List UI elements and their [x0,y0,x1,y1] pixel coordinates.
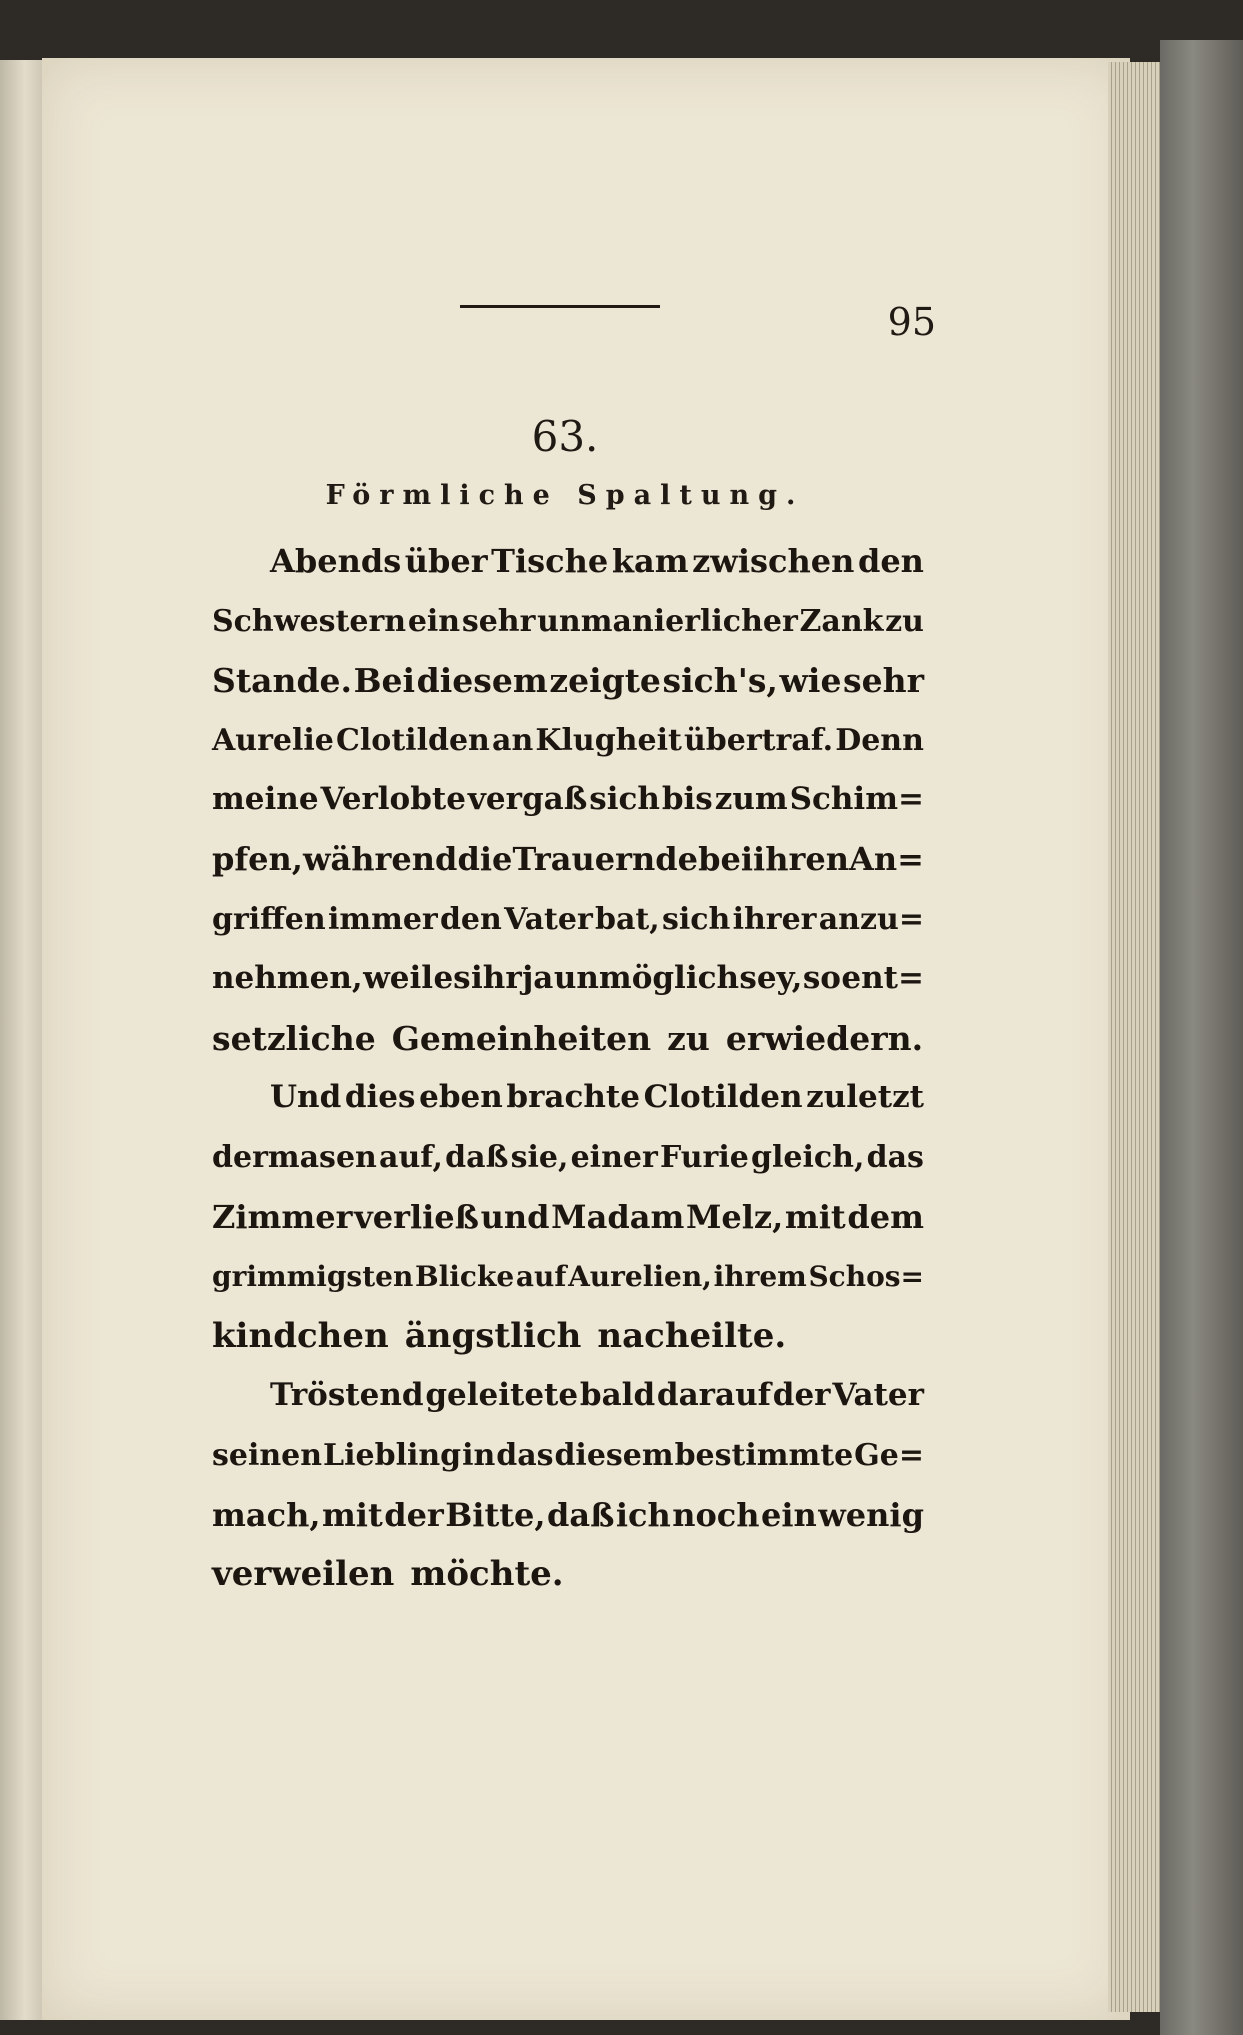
word: sich [661,901,731,937]
word: der [772,1377,831,1414]
word: grimmigsten [212,1260,414,1294]
text-line [212,830,924,890]
text-line [212,592,924,652]
book-cover [1160,40,1243,2035]
word: Melz, [685,1197,784,1236]
word: weil [363,960,434,997]
text-line [212,711,924,771]
word: ent= [841,960,924,997]
word: mach, [212,1495,321,1534]
word: Abends [270,542,402,580]
word: ihrem [713,1260,807,1294]
word: bat, [595,901,660,937]
word: diesem [416,661,548,701]
word: sey, [739,960,803,997]
text-line [212,1009,924,1069]
word: ein [407,603,461,639]
word: über [404,542,488,580]
word: pfen, [212,839,303,878]
word: verließ [354,1197,479,1236]
word: der [384,1495,444,1534]
word: sich's, [662,661,778,701]
word: so [802,960,841,997]
word: setzliche [212,1018,376,1058]
word: vergaß [467,781,588,818]
word: zwischen [692,542,855,580]
body-text [212,532,924,1605]
word: an [492,722,534,758]
word: Schwestern [212,603,407,639]
page-block-edges [1108,62,1160,2012]
text-line [212,1068,924,1128]
word: darauf [656,1377,771,1414]
word: und [480,1197,550,1236]
word: brachte [506,1079,640,1116]
word: Denn [835,722,924,758]
word: auf, [379,1139,443,1175]
word: Schos= [808,1260,924,1294]
header-rule [460,305,660,308]
word: Clotilden [643,1079,803,1116]
word: unmöglich [553,960,740,997]
word: bald [579,1377,656,1414]
word: mit [321,1495,383,1534]
word: unmanierlicher [537,603,798,639]
word: Zank [799,603,884,639]
word: griffen [212,901,326,937]
word: Liebling [323,1437,462,1473]
word: erwiedern. [725,1018,924,1058]
word: ihren [753,839,849,878]
word: immer [327,901,438,937]
word: daß [546,1495,615,1534]
word: bestimmte [674,1437,854,1473]
word: Schim= [789,781,924,818]
word: Aurelien, [568,1260,712,1294]
word: nehmen, [212,960,363,997]
word: dem [847,1197,924,1236]
word: An= [849,839,924,878]
word: einer [570,1139,658,1175]
word: in [462,1437,496,1473]
word: Stande. [212,661,353,701]
text-line [212,1188,924,1248]
word: anzu= [818,901,924,937]
word: den [857,542,924,580]
word: zeigte [549,661,661,701]
chapter-number: 63. [531,412,599,461]
word: zum [714,781,788,818]
word: ja [522,960,554,997]
chapter-title: Förmliche Spaltung. [325,480,805,511]
text-line [212,1247,924,1307]
word: kam [611,542,689,580]
text-line [212,1545,924,1605]
word: daß [445,1139,509,1175]
text-line [212,890,924,950]
word: geleitete [425,1377,579,1414]
word: ich [615,1495,671,1534]
word: das [496,1437,554,1473]
word: Aurelie [212,722,334,758]
word: auf [515,1260,567,1294]
word: Vater [504,901,593,937]
word: den [439,901,502,937]
word: eben [419,1079,503,1116]
word: Madam [551,1197,685,1236]
word: wie [779,661,842,701]
word: Und [270,1079,342,1116]
word: Bitte, [445,1495,546,1534]
word: Blicke [414,1260,515,1294]
word: nacheilte. [597,1315,787,1356]
text-line [212,532,924,592]
word: übertraf. [683,722,834,758]
word: Tröstend [270,1377,424,1414]
word: Bei [353,661,416,701]
word: Furie [659,1139,749,1175]
word: ein [761,1495,817,1534]
word: dermasen [212,1139,377,1175]
word: Klugheit [535,722,682,758]
text-line [212,1486,924,1546]
word: die [457,839,513,878]
text-line [212,651,924,711]
word: Trauernde [512,839,698,878]
text-line [212,1307,924,1367]
word: ängstlich [404,1315,582,1356]
word: Ge= [854,1437,924,1473]
text-line [212,1128,924,1188]
word: möchte. [410,1554,564,1595]
word: Zimmer [212,1197,353,1236]
word: diesem [554,1437,674,1473]
text-line [212,1426,924,1486]
word: bei [698,839,753,878]
page-number: 95 [887,300,936,344]
word: mit [784,1197,846,1236]
word: meine [212,781,319,818]
word: dies [344,1079,416,1116]
word: gleich, [751,1139,865,1175]
word: ihrer [732,901,817,937]
word: zuletzt [806,1079,924,1116]
word: Vater [832,1377,924,1414]
word: seinen [212,1437,323,1473]
word: ihr [471,960,522,997]
word: kindchen [212,1315,389,1356]
word: das [866,1139,924,1175]
word: sich [589,781,660,818]
word: zu [667,1018,710,1058]
word: wenig [818,1495,924,1534]
word: sehr [461,603,536,639]
word: sie, [510,1139,569,1175]
word: Verlobte [320,781,466,818]
word: während [302,839,458,878]
word: Gemeinheiten [391,1018,652,1058]
word: sehr [843,661,924,701]
word: verweilen [212,1554,395,1595]
text-line [212,949,924,1009]
word: zu [885,603,924,639]
word: Clotilden [336,722,490,758]
text-line [212,770,924,830]
word: bis [661,781,713,818]
text-line [212,1366,924,1426]
word: Tische [491,542,609,580]
word: es [433,960,471,997]
facing-page-edge [0,60,42,2020]
word: noch [672,1495,760,1534]
